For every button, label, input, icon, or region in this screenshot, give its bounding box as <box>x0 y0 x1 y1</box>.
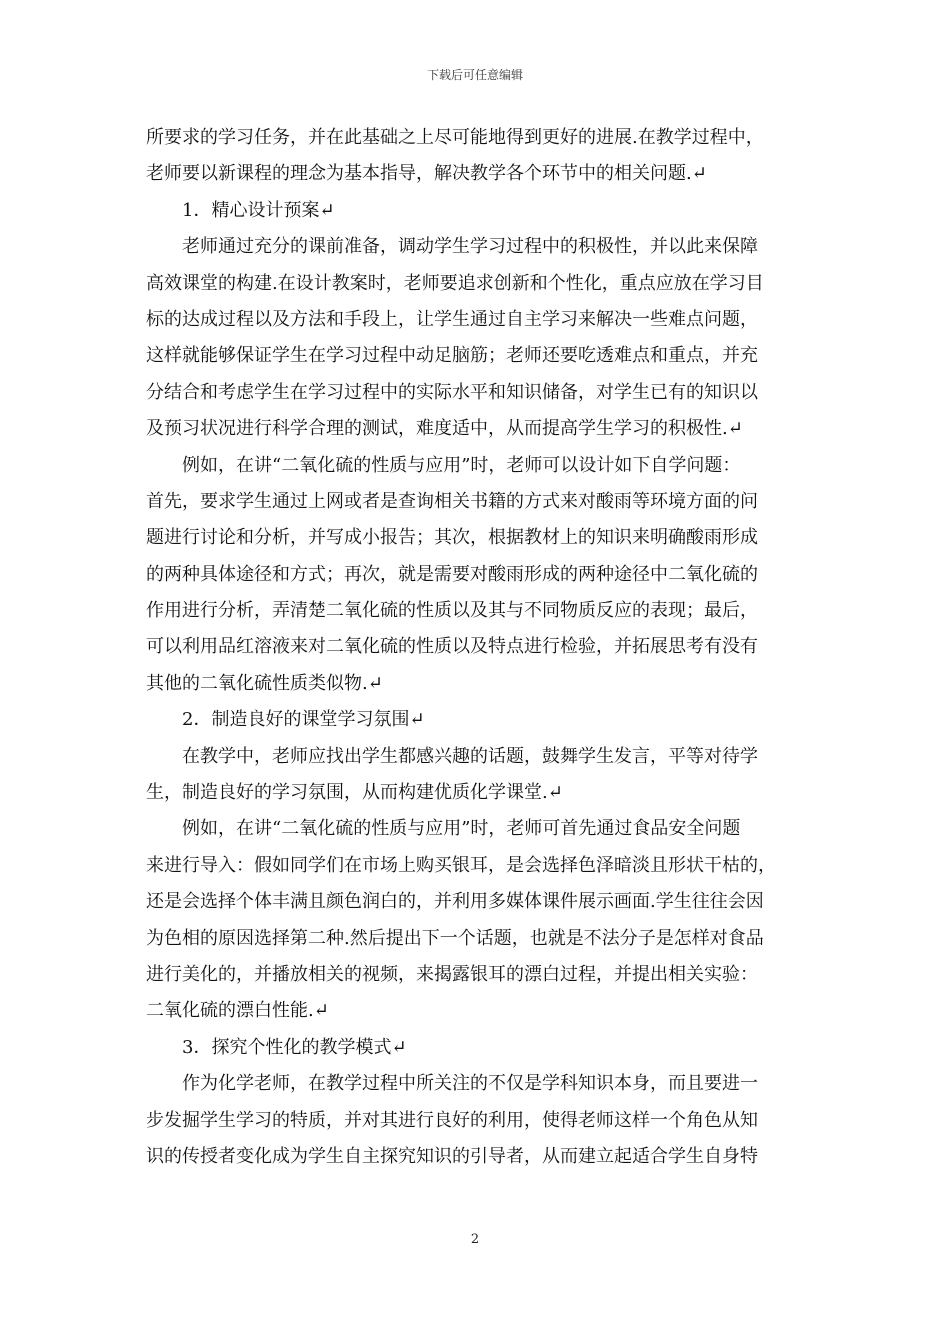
text-line: 的两种具体途径和方式；再次，就是需要对酸雨形成的两种途径中二氧化硫的 <box>146 563 758 585</box>
text-line: 所要求的学习任务，并在此基础之上尽可能地得到更好的进展.在教学过程中， <box>146 127 764 148</box>
text-line: 老师要以新课程的理念为基本指导，解决教学各个环节中的相关问题.↵ <box>146 163 707 185</box>
text-line: 可以利用品红溶液来对二氧化硫的性质以及特点进行检验，并拓展思考有没有 <box>146 636 758 658</box>
text-line: 在教学中，老师应找出学生都感兴趣的话题，鼓舞学生发言，平等对待学 <box>182 745 758 767</box>
text-line: 步发掘学生学习的特质，并对其进行良好的利用，使得老师这样一个角色从知 <box>146 1109 758 1131</box>
text-line: 这样就能够保证学生在学习过程中动足脑筋；老师还要吃透难点和重点，并充 <box>146 345 758 367</box>
section-heading: 2．制造良好的课堂学习氛围↵ <box>182 709 425 731</box>
text-line: 生，制造良好的学习氛围，从而构建优质化学课堂.↵ <box>146 782 563 804</box>
text-line: 标的达成过程以及方法和手段上，让学生通过自主学习来解决一些难点问题， <box>146 308 758 330</box>
text-line: 及预习状况进行科学合理的测试，难度适中，从而提高学生学习的积极性.↵ <box>146 418 743 440</box>
text-line: 还是会选择个体丰满且颜色润白的，并利用多媒体课件展示画面.学生往往会因 <box>146 891 764 913</box>
text-line: 其他的二氧化硫性质类似物.↵ <box>146 672 383 694</box>
text-line: 来进行导入：假如同学们在市场上购买银耳，是会选择色泽暗淡且形状干枯的， <box>146 854 776 876</box>
section-heading: 1．精心设计预案↵ <box>182 199 335 221</box>
page-header: 下载后可任意编辑 <box>426 68 523 82</box>
text-line: 首先，要求学生通过上网或者是查询相关书籍的方式来对酸雨等环境方面的问 <box>146 490 758 512</box>
text-line: 为色相的原因选择第二种.然后提出下一个话题，也就是不法分子是怎样对食品 <box>146 927 764 949</box>
text-line: 题进行讨论和分析，并写成小报告；其次，根据教材上的知识来明确酸雨形成 <box>146 527 758 549</box>
document-body <box>146 120 808 1175</box>
text-line: 二氧化硫的漂白性能.↵ <box>146 1000 329 1022</box>
text-line: 作用进行分析，弄清楚二氧化硫的性质以及其与不同物质反应的表现；最后， <box>146 600 758 622</box>
text-line: 高效课堂的构建.在设计教案时，老师要追求创新和个性化，重点应放在学习目 <box>146 272 764 294</box>
text-line: 例如，在讲“二氧化硫的性质与应用”时，老师可首先通过食品安全问题 <box>182 818 741 840</box>
text-line: 识的传授者变化成为学生自主探究知识的引导者，从而建立起适合学生自身特 <box>146 1145 758 1167</box>
text-line: 例如，在讲“二氧化硫的性质与应用”时，老师可以设计如下自学问题： <box>182 454 741 476</box>
text-line: 分结合和考虑学生在学习过程中的实际水平和知识储备，对学生已有的知识以 <box>146 381 758 403</box>
page-number: 2 <box>470 1232 480 1247</box>
text-line: 作为化学老师，在教学过程中所关注的不仅是学科知识本身，而且要进一 <box>182 1073 758 1095</box>
text-line: 进行美化的，并播放相关的视频，来揭露银耳的漂白过程，并提出相关实验： <box>146 963 758 985</box>
text-line: 老师通过充分的课前准备，调动学生学习过程中的积极性，并以此来保障 <box>182 236 758 258</box>
section-heading: 3．探究个性化的教学模式↵ <box>182 1036 407 1058</box>
